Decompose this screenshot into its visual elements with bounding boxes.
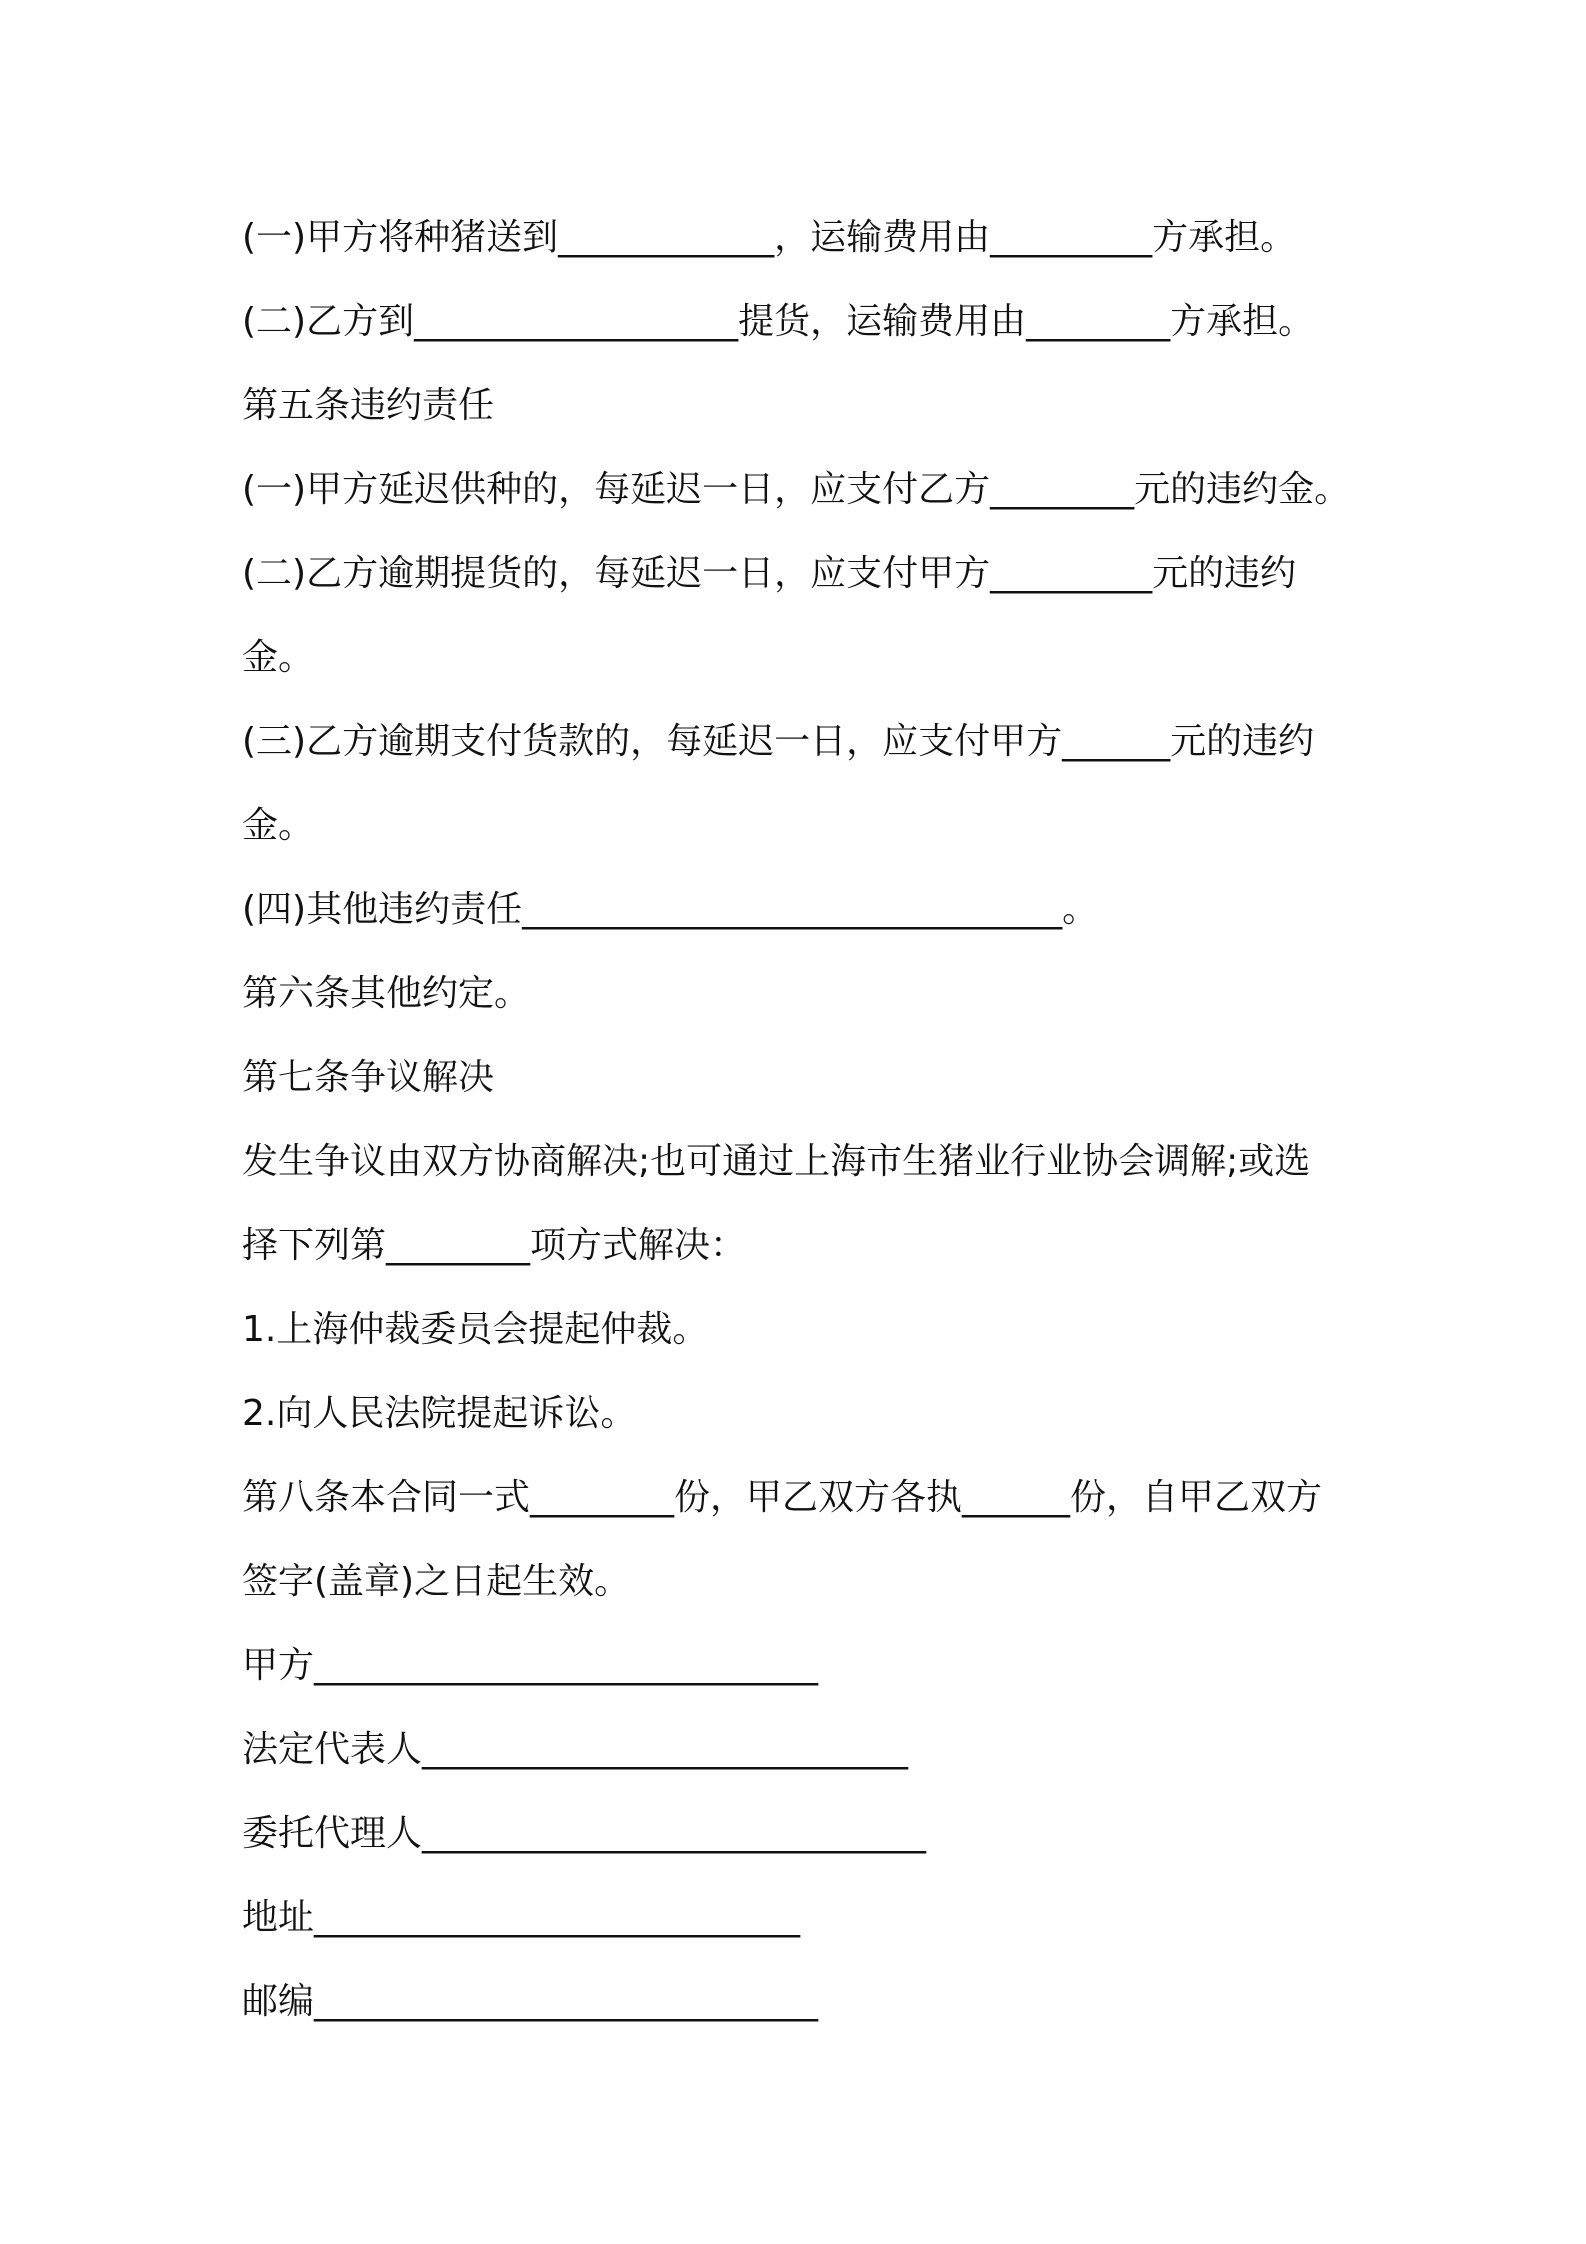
party-a-field: 甲方____________________________ xyxy=(242,1645,818,1686)
clause-6-heading: 第六条其他约定。 xyxy=(242,973,531,1014)
clause-5-item-1: (一)甲方延迟供种的，每延迟一日，应支付乙方________元的违约金。 xyxy=(242,469,1351,510)
clause-5-item-3-line-1: (三)乙方逾期支付货款的，每延迟一日，应支付甲方______元的违约 xyxy=(242,721,1315,762)
authorized-agent-field: 委托代理人____________________________ xyxy=(242,1813,927,1854)
clause-5-item-4: (四)其他违约责任______________________________。 xyxy=(242,889,1099,930)
clause-5-heading: 第五条违约责任 xyxy=(242,385,495,426)
clause-4-item-2: (二)乙方到__________________提货，运输费用由________方承担。 xyxy=(242,301,1315,342)
clause-8-line-2: 签字(盖章)之日起生效。 xyxy=(242,1561,631,1602)
clause-4-item-1: (一)甲方将种猪送到____________，运输费用由_________方承担。 xyxy=(242,217,1297,258)
clause-7-option-2: 2.向人民法院提起诉讼。 xyxy=(242,1393,637,1434)
clause-7-heading: 第七条争议解决 xyxy=(242,1057,495,1098)
document-body xyxy=(242,196,1392,2044)
clause-5-item-2-line-2: 金。 xyxy=(242,637,315,678)
address-field: 地址___________________________ xyxy=(242,1897,800,1938)
clause-5-item-3-line-2: 金。 xyxy=(242,805,315,846)
clause-7-text-line-1: 发生争议由双方协商解决;也可通过上海市生猪业行业协会调解;或选 xyxy=(242,1141,1311,1182)
clause-7-text-line-2: 择下列第________项方式解决： xyxy=(242,1225,747,1266)
clause-5-item-2-line-1: (二)乙方逾期提货的，每延迟一日，应支付甲方_________元的违约 xyxy=(242,553,1297,594)
clause-8-line-1: 第八条本合同一式________份，甲乙双方各执______份，自甲乙双方 xyxy=(242,1477,1323,1518)
postal-code-field: 邮编____________________________ xyxy=(242,1981,818,2022)
clause-7-option-1: 1.上海仲裁委员会提起仲裁。 xyxy=(242,1309,709,1350)
legal-representative-field: 法定代表人___________________________ xyxy=(242,1729,909,1770)
